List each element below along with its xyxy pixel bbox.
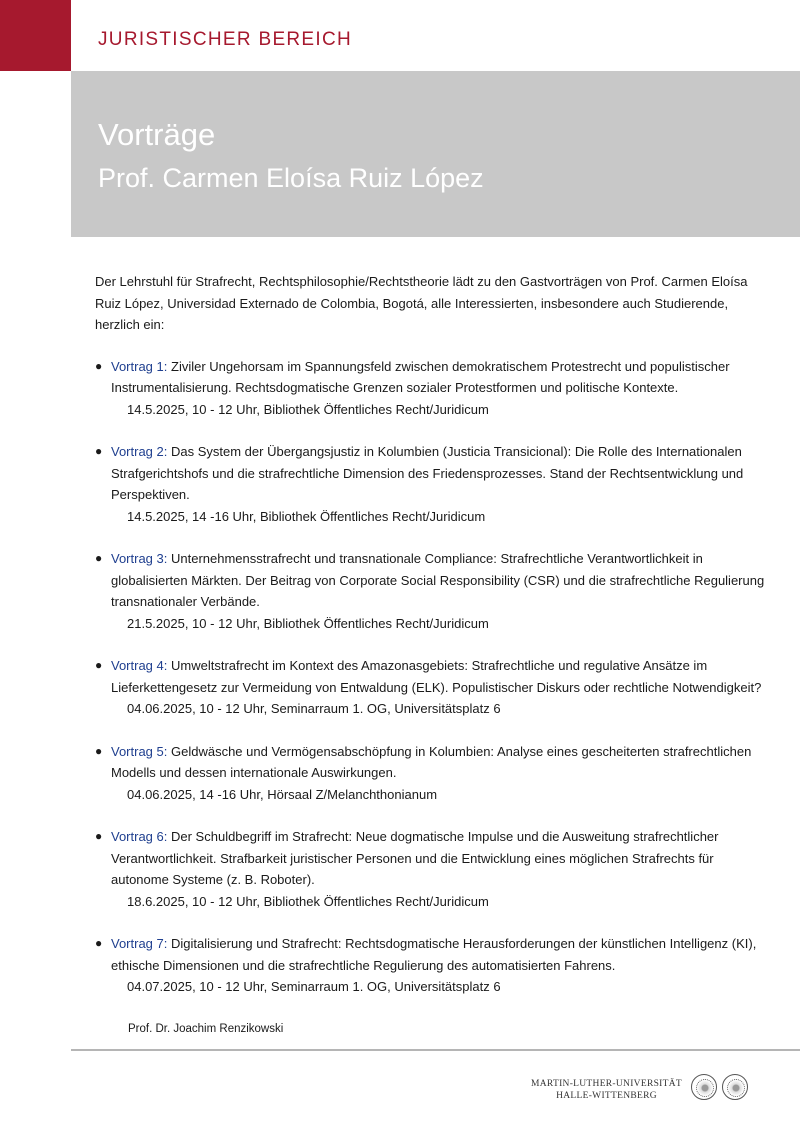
talk-label: Vortrag 1: <box>111 358 168 374</box>
university-name-line1: MARTIN-LUTHER-UNIVERSITÄT <box>531 1079 682 1089</box>
university-seal-icon <box>691 1074 717 1100</box>
talk-item <box>95 826 765 912</box>
talk-description: Ziviler Ungehorsam im Spannungsfeld zwischen demokratischem Protestrecht und populistischer Instrumentalisierung. Rechtsdogmatische Grenzen sozialer Protestformen und politische Kontexte. <box>111 358 730 395</box>
talk-description: Das System der Übergangsjustiz in Kolumbien (Justicia Transicional): Die Rolle des Internationalen Strafgerichtshofs und die strafrechtliche Dimension des Friedensprozesses. Stand der Rechtsentwicklung und Perspektiven. <box>111 444 744 502</box>
talk-item <box>95 441 765 527</box>
talk-description: Der Schuldbegriff im Strafrecht: Neue dogmatische Impulse und die Ausweitung strafrechtlicher Verantwortlichkeit. Strafbarkeit juristischer Personen und die Entwicklung eines möglichen Strafrechts für autonome Systeme (z. B. Roboter). <box>111 829 719 887</box>
department-label: JURISTISCHER BEREICH <box>98 29 353 50</box>
talk-description: Geldwäsche und Vermögensabschöpfung in Kolumbien: Analyse eines gescheiterten strafrechtlichen Modells und dessen internationale Auswirkungen. <box>111 743 752 780</box>
bullet-icon: ● <box>95 829 103 843</box>
talk-description: Unternehmensstrafrecht und transnationale Compliance: Strafrechtliche Verantwortlichkeit in globalisierten Märkten. Der Beitrag von Corporate Social Responsibility (CSR) und die strafrechtliche Regulierung transnationaler Verbände. <box>111 551 765 609</box>
talk-label: Vortrag 6: <box>111 829 168 844</box>
bullet-icon: ● <box>95 743 103 758</box>
talk-item <box>95 741 765 806</box>
talk-label: Vortrag 4: <box>111 658 168 673</box>
signature: Prof. Dr. Joachim Renzikowski <box>128 1022 284 1035</box>
talk-description: Digitalisierung und Strafrecht: Rechtsdogmatische Herausforderungen der künstlichen Intelligenz (KI), ethische Dimensionen und die strafrechtliche Regulierung des automatisierten Fahrens. <box>111 936 757 973</box>
brand-red-block <box>0 0 71 71</box>
university-name-line2: HALLE-WITTENBERG <box>556 1091 657 1101</box>
speaker-name: Prof. Carmen Eloísa Ruiz López <box>98 163 484 193</box>
main-content <box>95 271 765 1040</box>
talk-date: 18.6.2025, 10 - 12 Uhr, Bibliothek Öffentliches Recht/Juridicum <box>127 893 489 909</box>
talk-date: 04.06.2025, 10 - 12 Uhr, Seminarraum 1. OG, Universitätsplatz 6 <box>127 701 501 716</box>
bullet-icon: ● <box>95 551 103 565</box>
talk-label: Vortrag 5: <box>111 743 168 759</box>
talk-description: Umweltstrafrecht im Kontext des Amazonasgebiets: Strafrechtliche und regulative Ansätze im Lieferkettengesetz zur Vermeidung von Entwaldung (ELK). Populistischer Diskurs oder rechtliche Notwendigkeit? <box>111 658 762 695</box>
title-banner <box>71 71 800 237</box>
intro-paragraph: Der Lehrstuhl für Strafrecht, Rechtsphilosophie/Rechtstheorie lädt zu den Gastvorträgen von Prof. Carmen Eloísa Ruiz López, Universidad Externado de Colombia, Bogotá, alle Interessierten, insbesondere auch Studierende, herzlich ein: <box>95 274 748 332</box>
footer-divider <box>71 1049 800 1051</box>
bullet-icon: ● <box>95 444 103 458</box>
talk-date: 14.5.2025, 10 - 12 Uhr, Bibliothek Öffentliches Recht/Juridicum <box>127 401 489 417</box>
bullet-icon: ● <box>95 358 103 373</box>
talk-date: 04.06.2025, 14 -16 Uhr, Hörsaal Z/Melanchthonianum <box>127 786 438 802</box>
talk-date: 21.5.2025, 10 - 12 Uhr, Bibliothek Öffentliches Recht/Juridicum <box>127 615 489 631</box>
bullet-icon: ● <box>95 658 103 672</box>
talk-date: 14.5.2025, 14 -16 Uhr, Bibliothek Öffentliches Recht/Juridicum <box>127 508 486 524</box>
talk-label: Vortrag 3: <box>111 551 168 566</box>
talk-item <box>95 933 765 998</box>
talk-date: 04.07.2025, 10 - 12 Uhr, Seminarraum 1. OG, Universitätsplatz 6 <box>127 979 501 994</box>
talk-label: Vortrag 2: <box>111 444 168 459</box>
university-name <box>531 1078 682 1102</box>
talk-label: Vortrag 7: <box>111 936 168 951</box>
page-title: Vorträge <box>98 117 216 152</box>
talk-item <box>95 356 765 421</box>
bullet-icon: ● <box>95 936 103 950</box>
talk-item <box>95 548 765 634</box>
university-seal-icon <box>722 1074 748 1100</box>
talk-item <box>95 655 765 720</box>
